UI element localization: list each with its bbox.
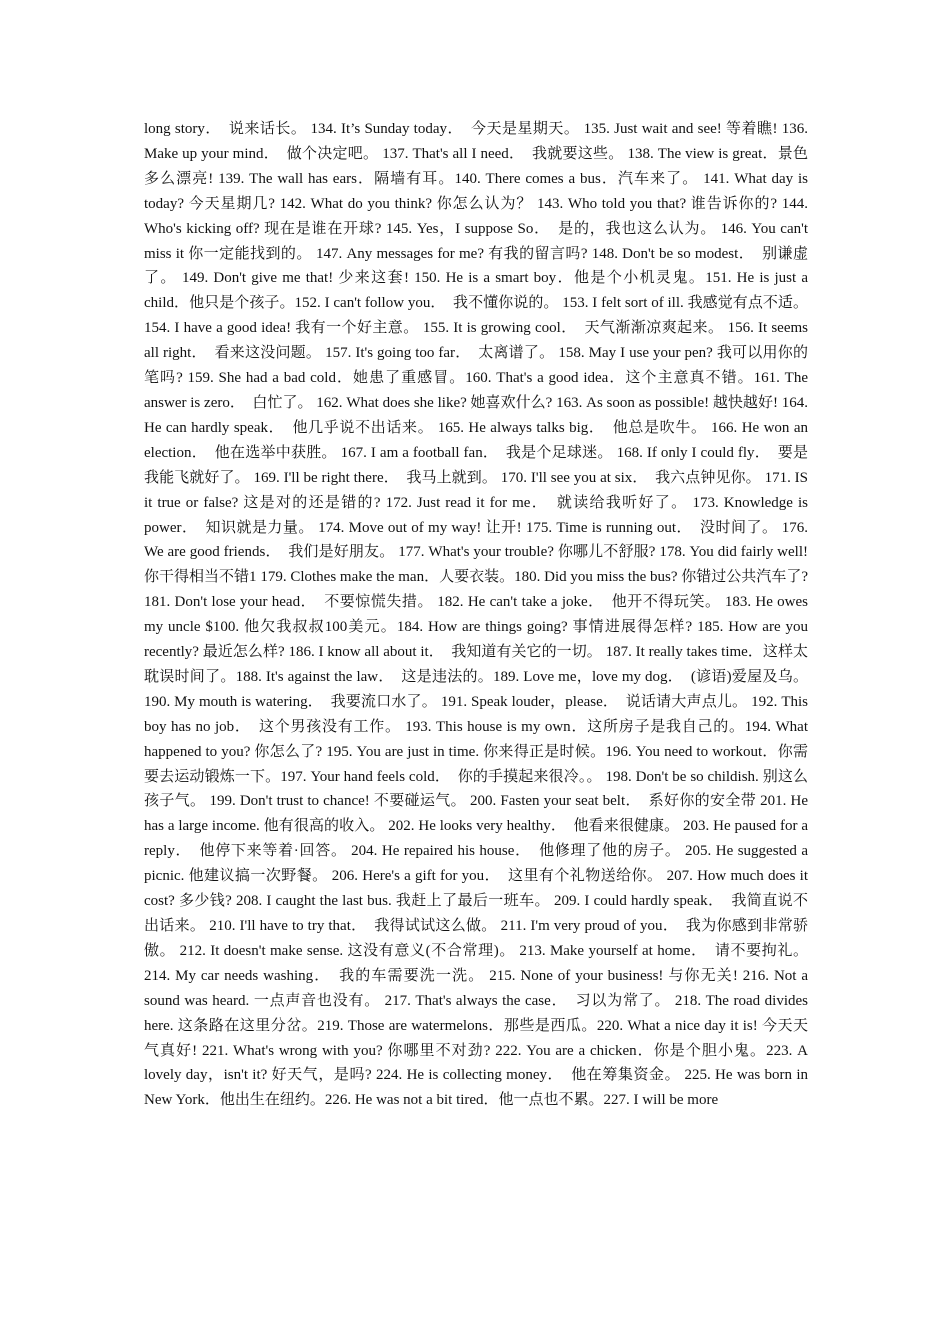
phrase-list-paragraph: long story． 说来话长。 134. It’s Sunday today． 今天是星期天。 135. Just wait and see! 等着瞧! 136. Make up your mind． 做个决定吧。 137. That's all I need． 我就要这些。 138. The view is great．景色多么漂亮! 139. The wall has ears．隔墙有耳。140. There comes a bus．汽车来了。 141. What day is today? 今天星期几? 142. What do you think? 你怎么认为？ 143. Who told you that? 谁告诉你的? 144. Who's kicking off? 现在是谁在开球? 145. Yes，I suppose So． 是的，我也这么认为。 146. You can't miss it 你一定能找到的。 147. Any messages for me? 有我的留言吗? 148. Don't be so modest． 别谦虚了。 149. Don't give me that! 少来这套! 150. He is a smart boy．他是个小机灵鬼。151. He is just a child．他只是个孩子。152. I can't follow you． 我不懂你说的。 153. I felt sort of ill. 我感觉有点不适。 154. I have a good idea! 我有一个好主意。 155. It is growing cool． 天气渐渐凉爽起来。 156. It seems all right． 看来这没问题。 157. It's going too far． 太离谱了。 158. May I use your pen? 我可以用你的笔吗? 159. She had a bad cold．她患了重感冒。160. That's a good idea．这个主意真不错。161. The answer is zero． 白忙了。 162. What does she like? 她喜欢什么? 163. As soon as possible! 越快越好! 164. He can hardly speak． 他几乎说不出话来。 165. He always talks big． 他总是吹牛。 166. He won an election． 他在选举中获胜。 167. I am a football fan． 我是个足球迷。 168. If only I could fly． 要是我能飞就好了。 169. I'll be right there． 我马上就到。 170. I'll see you at six． 我六点钟见你。 171. IS it true or false? 这是对的还是错的? 172. Just read it for me． 就读给我听好了。 173. Knowledge is power． 知识就是力量。 174. Move out of my way! 让开! 175. Time is running out． 没时间了。 176. We are good friends． 我们是好朋友。 177. What's your trouble? 你哪儿不舒服? 178. You did fairly well! 你干得相当不错1 179. Clothes make the man．人要衣装。180. Did you miss the bus? 你错过公共汽车了? 181. Don't lose your head． 不要惊慌失措。 182. He can't take a joke． 他开不得玩笑。 183. He owes my uncle $100. 他欠我叔叔100美元。184. How are things going? 事情进展得怎样? 185. How are you recently? 最近怎么样? 186. I know all about it． 我知道有关它的一切。 187. It really takes time．这样太耽误时间了。188. It's against the law． 这是违法的。189. Love me，love my dog． (谚语)爱屋及乌。 190. My mouth is watering． 我要流口水了。 191. Speak louder，please． 说话请大声点儿。 192. This boy has no job． 这个男孩没有工作。 193. This house is my own．这所房子是我自己的。194. What happened to you? 你怎么了? 195. You are just in time. 你来得正是时候。196. You need to workout．你需要去运动锻炼一下。197. Your hand feels cold． 你的手摸起来很冷。。 198. Don't be so childish. 别这么孩子气。 199. Don't trust to chance! 不要碰运气。 200. Fasten your seat belt． 系好你的安全带 201. He has a large income. 他有很高的收入。 202. He looks very healthy． 他看来很健康。 203. He paused for a reply． 他停下来等着·回答。 204. He repaired his house． 他修理了他的房子。 205. He suggested a picnic. 他建议搞一次野餐。 206. Here's a gift for you． 这里有个礼物送给你。 207. How much does it cost? 多少钱? 208. I caught the last bus. 我赶上了最后一班车。 209. I could hardly speak． 我简直说不出话来。 210. I'll have to try that． 我得试试这么做。 211. I'm very proud of you． 我为你感到非常骄傲。 212. It doesn't make sense. 这没有意义(不合常理)。 213. Make yourself at home． 请不要拘礼。 214. My car needs washing． 我的车需要洗一洗。 215. None of your business! 与你无关! 216. Not a sound was heard. 一点声音也没有。 217. That's always the case． 习以为常了。 218. The road divides here. 这条路在这里分岔。219. Those are watermelons．那些是西瓜。220. What a nice day it is! 今天天气真好! 221. What's wrong with you? 你哪里不对劲? 222. You are a chicken．你是个胆小鬼。223. A lovely day，isn't it? 好天气，是吗? 224. He is collecting money． 他在筹集资金。 225. He was born in New York．他出生在纽约。226. He was not a bit tired．他一点也不累。227. I will be more — [144, 121, 808, 1109]
